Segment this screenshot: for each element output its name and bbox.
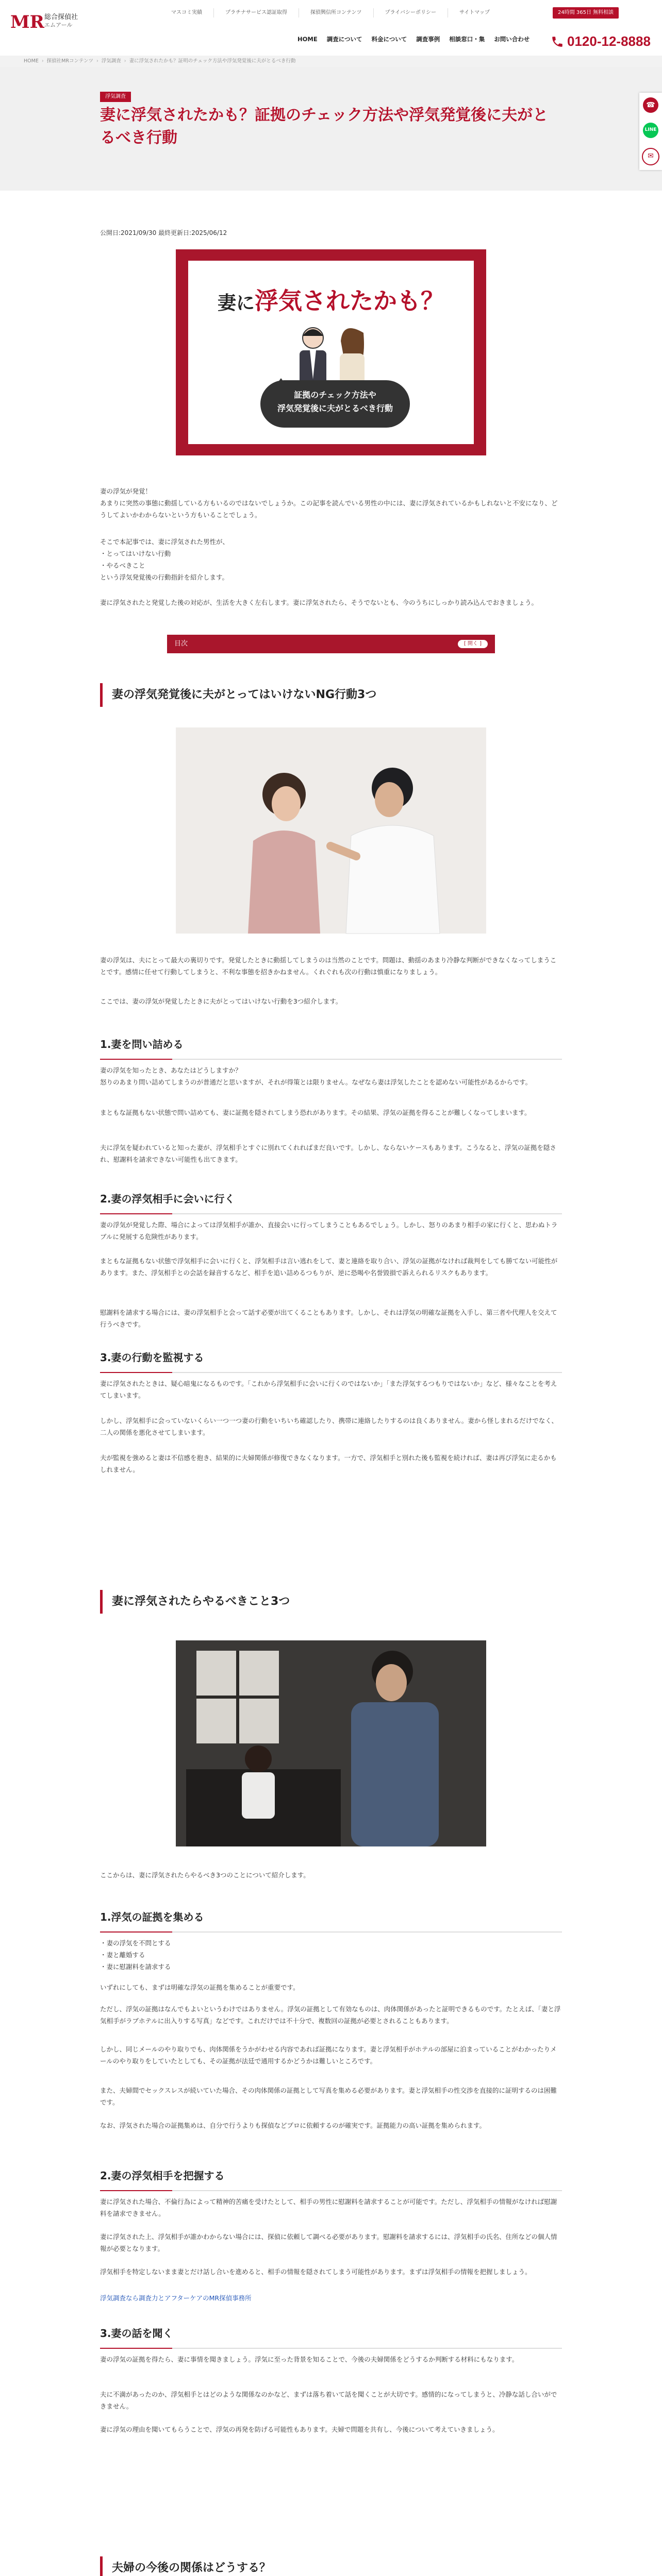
table-of-contents[interactable]	[167, 635, 495, 653]
toc-label: 目次	[174, 639, 188, 648]
section1-paragraph: まともな証拠もない状態で問い詰めても、妻に証拠を隠されてしまう恐れがあります。その結果、浮気の証拠を得ることが難しくなってしまいます。	[100, 1109, 531, 1116]
section1-paragraph: 妻に浮気されたときは、疑心暗鬼になるものです。「これから浮気相手に会いに行くのではないか」「また浮気するつもりではないか」など、様々なことを考えてしまいます。	[100, 1380, 557, 1400]
section1-paragraph: 妻の浮気は、夫にとって最大の裏切りです。発覚したときに動揺してしまうのは当然のことです。問題は、動揺のあまり冷静な判断ができなくなってしまうことです。感情に任せて行動してしまうと、不利な事態を招きかねません。くれぐれも次の行動は慎重になりましょう。	[100, 956, 557, 976]
top-nav-item[interactable]: プラチナサービス認証取得	[213, 8, 299, 18]
section2-paragraph: しかし、同じメールのやり取りでも、肉体関係をうかがわせる内容であれば証拠になります。妻と浮気相手がホテルの部屋に泊まっていることがわかったりメールのやり取りをしていたとしても、その証拠が法廷で通用するかどうかは難しいところです。	[100, 2045, 557, 2065]
section2-paragraph: 妻に浮気された上、浮気相手が誰かわからない場合には、探偵に依頼して調べる必要があります。慰謝料を請求するには、浮気相手の氏名、住所などの個人情報が必要となります。	[100, 2233, 557, 2253]
top-nav	[160, 8, 501, 18]
main-nav-home[interactable]: HOME	[297, 36, 318, 43]
svg-text:MR: MR	[10, 12, 44, 32]
section2-paragraph: 妻に浮気の理由を聞いてもらうことで、浮気の再発を防げる可能性もあります。夫婦で問題を共有し、今後について考えていきましょう。	[100, 2426, 499, 2433]
section2-paragraph: なお、浮気された場合の証拠集めは、自分で行うよりも探偵などプロに依頼するのが確実です。証拠能力の高い証拠を集められます。	[100, 2122, 486, 2129]
mail-icon[interactable]: ✉	[642, 148, 659, 165]
section2-paragraph: 夫に不満があったのか、浮気相手とはどのような関係なのかなど、まずは落ち着いて話を聞くことが大切です。感情的になってしまうと、冷静な話し合いができません。	[100, 2391, 557, 2411]
subsection-heading: 3.妻の話を聞く	[100, 2325, 562, 2349]
subsection-heading: 2.妻の浮気相手を把握する	[100, 2167, 562, 2191]
logo-name: 総合探偵社	[44, 13, 78, 21]
section2-paragraph: また、夫婦間でセックスレスが続いていた場合、その肉体関係の証拠として写真を集める必要があります。妻と浮気相手の性交渉を直接的に証明するのは困難です。	[100, 2087, 557, 2107]
couple-on-sofa-photo	[176, 1640, 486, 1846]
phone-icon	[551, 35, 564, 48]
section-heading: 夫婦の今後の関係はどうする？	[100, 2556, 562, 2576]
main-nav	[293, 34, 534, 44]
eyecatch-bubble: 証拠のチェック方法や 浮気発覚後に夫がとるべき行動	[260, 380, 410, 428]
intro-paragraph: 妻の浮気が発覚！ あまりに突然の事態に動揺している方もいるのではないでしょうか。この記事を読んでいる男性の中には、妻に浮気されているかもしれないと不安になり、どうしてよいかわからないという方もいることでしょう。	[100, 487, 558, 519]
subsection-heading: 3.妻の行動を監視する	[100, 1349, 562, 1373]
site-header	[0, 0, 662, 56]
section1-paragraph: 妻の浮気を知ったとき、あなたはどうしますか？ 怒りのあまり問い詰めてしまうのが普通だと思いますが、それが得策とは限りません。なぜなら妻は浮気したことを認めない可能性があるからです。	[100, 1066, 532, 1087]
section1-paragraph: 夫が監視を強めると妻は不信感を抱き、結果的に夫婦関係が修復できなくなります。一方で、浮気相手と別れた後も監視を続ければ、妻は再び浮気に走るかもしれません。	[100, 1454, 557, 1474]
toc-toggle-button[interactable]: [ 開く ]	[458, 640, 488, 648]
eyecatch-title: 妻に浮気されたかも？	[217, 287, 444, 315]
line-icon[interactable]: LINE	[643, 123, 658, 138]
title-area	[0, 67, 662, 191]
main-nav-investigation[interactable]: 調査について	[326, 36, 362, 43]
subsection-heading: 1.妻を問い詰める	[100, 1036, 562, 1060]
section2-list: ・妻の浮気を不問とする ・妻と離婚する ・妻に慰謝料を請求する	[100, 1939, 171, 1971]
tel-link[interactable]	[551, 30, 651, 54]
main-nav-cases[interactable]: 調査事例	[416, 36, 440, 43]
breadcrumb-home[interactable]: HOME	[24, 58, 39, 64]
section1-paragraph: 慰謝料を請求する場合には、妻の浮気相手と会って話す必要が出てくることもあります。しかし、それは浮気の明確な証拠を入手し、第三者や代理人を交えて行うべきです。	[100, 1309, 557, 1329]
top-nav-item[interactable]: プライバシーポリシー	[373, 8, 448, 18]
section1-paragraph: ここでは、妻の浮気が発覚したときに夫がとってはいけない行動を3つ紹介します。	[100, 997, 342, 1005]
top-nav-item[interactable]: マスコミ実績	[171, 10, 202, 15]
section2-paragraph: いずれにしても、まずは明確な浮気の証拠を集めることが重要です。	[100, 1984, 300, 1991]
section1-paragraph: しかし、浮気相手に会っていないくらい一つ一つ妻の行動をいちいち確認したり、携帯に連絡したりするのは良くありません。妻から怪しまれるだけでなく、二人の関係を悪化させてしまいます。	[100, 1417, 558, 1437]
breadcrumb-contents[interactable]: 探偵社MRコンテンツ	[46, 58, 93, 64]
main-nav-price[interactable]: 料金について	[371, 36, 407, 43]
top-nav-item[interactable]: 探偵興信所コンテンツ	[299, 8, 373, 18]
related-article-link[interactable]: 浮気調査なら調査力とアフターケアのMR探偵事務所	[100, 2294, 252, 2302]
couple-arguing-photo	[176, 727, 486, 934]
section-heading: 妻の浮気発覚後に夫がとってはいけないNG行動3つ	[100, 683, 562, 707]
section1-paragraph: まともな証拠もない状態で浮気相手に会いに行くと、浮気相手は言い逃れをして、妻と連絡を取り合い、浮気の証拠がなければ裁判をしても勝てない可能性があります。また、浮気相手との会話を録音するなど、相手を追い詰めるつもりが、逆に恐喝や名誉毀損で訴えられるリスクもあります。	[100, 1257, 558, 1277]
subsection-heading: 2.妻の浮気相手に会いに行く	[100, 1190, 562, 1214]
intro-paragraph: 妻に浮気されたと発覚した後の対応が、生活を大きく左右します。妻に浮気されたら、そうでないとも、今のうちにしっかり読み込んでおきましょう。	[100, 599, 538, 606]
section1-paragraph: 夫に浮気を疑われていると知った妻が、浮気相手とすぐに別れてくれればまだ良いです。しかし、ならないケースもあります。こうなると、浮気の証拠を隠され、慰謝料を請求できない可能性も出てきます。	[100, 1144, 556, 1164]
phone-float-icon[interactable]: ☎	[643, 97, 658, 113]
section2-paragraph: 妻の浮気の証拠を得たら、妻に事情を聞きましょう。浮気に至った背景を知ることで、今後の夫婦関係をどうするか判断する材料にもなります。	[100, 2355, 519, 2363]
section-heading: 妻に浮気されたらやるべきこと3つ	[100, 1590, 562, 1614]
section2-paragraph: ただし、浮気の証拠はなんでもよいというわけではありません。浮気の証拠として有効なものは、肉体関係があったと証明できるものです。たとえば、「妻と浮気相手がラブホテルに出入りする写真」などです。これだけでは不十分で、複数回の証拠が必要とされることもあります。	[100, 2005, 561, 2025]
section2-paragraph: ここからは、妻に浮気されたらやるべき3つのことについて紹介します。	[100, 1871, 310, 1879]
breadcrumb: HOME › 探偵社MRコンテンツ › 浮気調査 › 妻に浮気されたかも？証明のチェック方法や浮気発覚後に夫がとるべき行動	[0, 56, 662, 67]
section1-paragraph: 妻の浮気が発覚した際、場合によっては浮気相手が誰か、直接会いに行ってしまうこともあるでしょう。しかし、怒りのあまり相手の家に行くと、思わぬトラブルに発展する危険性があります。	[100, 1221, 558, 1241]
tel-number: 0120-12-8888	[567, 33, 651, 49]
intro-paragraph: そこで本記事では、妻に浮気された男性が、 ・とってはいけない行動 ・やるべきこと という浮気発覚後の行動指針を紹介します。	[100, 538, 229, 582]
page-title: 妻に浮気されたかも？証拠のチェック方法や浮気発覚後に夫がとるべき行動	[100, 106, 549, 147]
breadcrumb-current: 妻に浮気されたかも？証明のチェック方法や浮気発覚後に夫がとるべき行動	[129, 58, 296, 64]
post-dates: 公開日:2021/09/30 最終更新日:2025/06/12	[100, 229, 227, 236]
hours-badge: 24時間 365日 無料相談	[553, 7, 619, 19]
site-logo[interactable]	[9, 9, 78, 33]
main-nav-consult[interactable]: 相談窓口・集	[449, 36, 485, 43]
top-nav-item[interactable]: サイトマップ	[448, 8, 501, 18]
eyecatch-image	[176, 249, 486, 455]
breadcrumb-category[interactable]: 浮気調査	[101, 58, 121, 64]
category-badge[interactable]: 浮気調査	[100, 92, 131, 102]
main-nav-contact[interactable]: お問い合わせ	[494, 36, 530, 43]
logo-name-sub: エムアール	[44, 22, 73, 29]
section2-paragraph: 妻に浮気された場合、不倫行為によって精神的苦痛を受けたとして、相手の男性に慰謝料を請求することが可能です。ただし、浮気相手の情報がなければ慰謝料を請求できません。	[100, 2198, 557, 2218]
side-float-bar	[639, 93, 662, 170]
logo-mark	[9, 9, 44, 33]
section2-paragraph: 浮気相手を特定しないまま妻とだけ話し合いを進めると、相手の情報を隠されてしまう可能性があります。まずは浮気相手の情報を把握しましょう。	[100, 2268, 532, 2276]
subsection-heading: 1.浮気の証拠を集める	[100, 1908, 562, 1933]
